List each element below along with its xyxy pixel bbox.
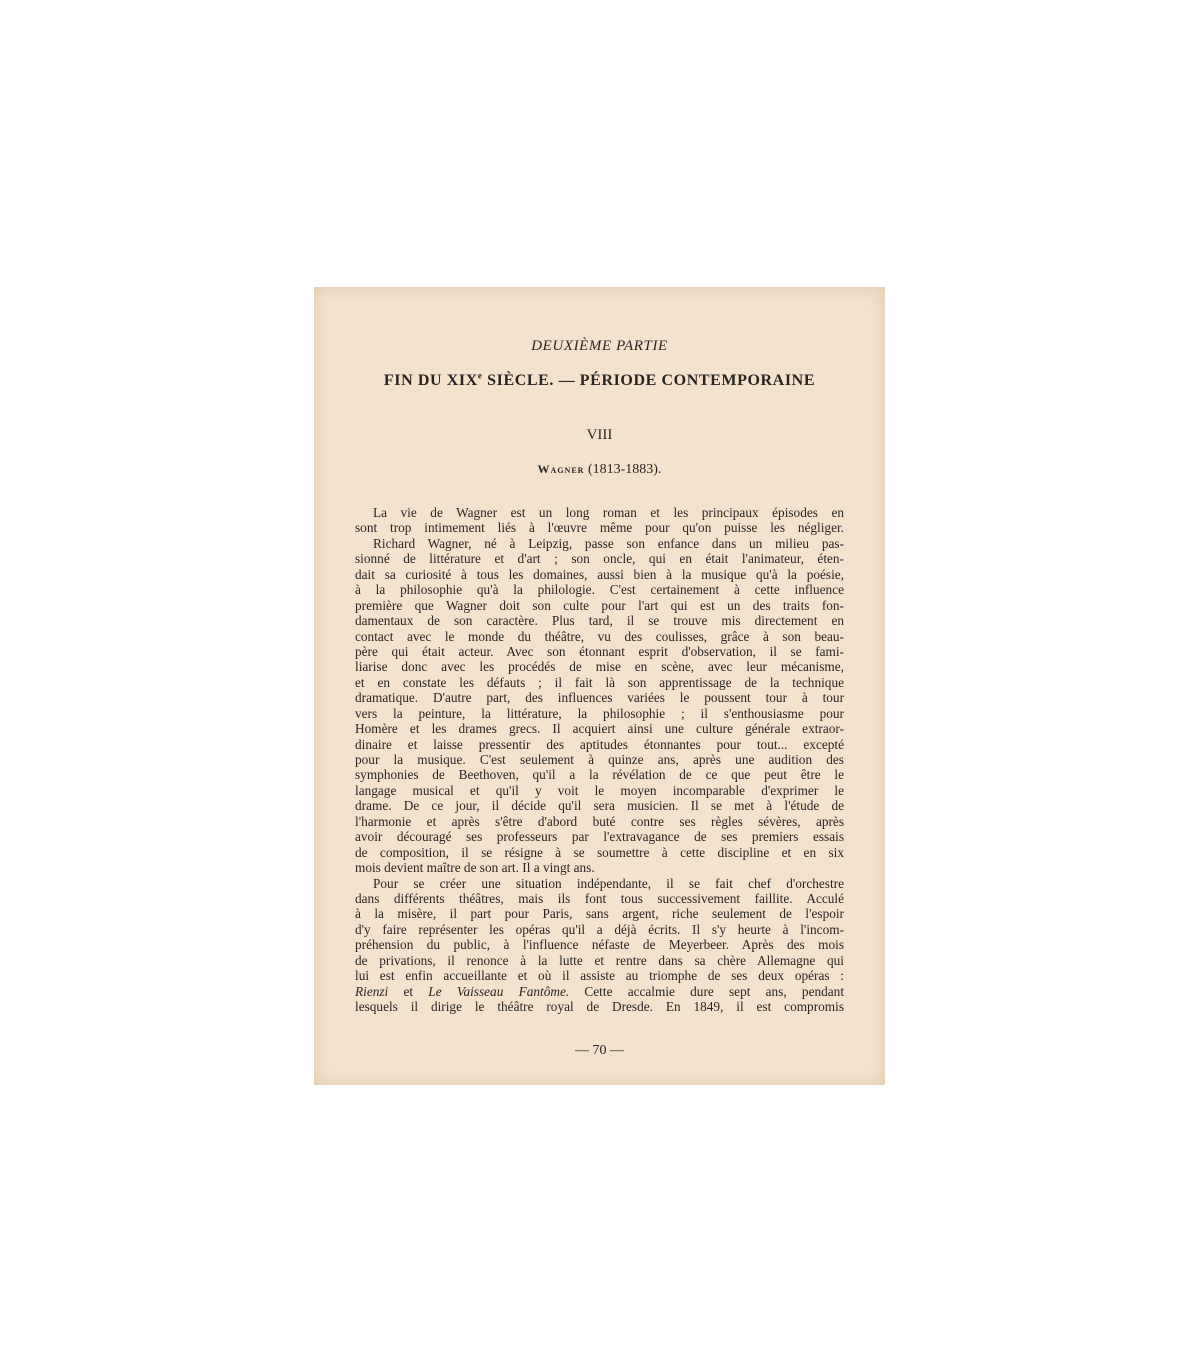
- chapter-name: Wagner: [537, 462, 585, 476]
- body-line: de privations, il renonce à la lutte et rentre dans sa chère Allemagne qui: [355, 952, 844, 968]
- body-line: contact avec le monde du théâtre, vu des coulisses, grâce à son beau-: [355, 628, 844, 644]
- body-line: avoir découragé ses professeurs par l'extravagance de ses premiers essais: [355, 829, 844, 845]
- body-line: sont trop intimement liés à l'œuvre même pour qu'on puisse les négliger.: [355, 520, 844, 536]
- body-line: dait sa curiosité à tous les domaines, aussi bien à la musique qu'à la poésie,: [355, 566, 844, 582]
- body-line: pour la musique. C'est seulement à quinze ans, après une audition des: [355, 752, 844, 767]
- body-line: lesquels il dirige le théâtre royal de Dresde. En 1849, il est compromis: [355, 999, 844, 1014]
- body-line: préhension du public, à l'influence néfaste de Meyerbeer. Après des mois: [355, 937, 844, 953]
- body-line: damentaux de son caractère. Plus tard, il se trouve mis directement en: [355, 613, 844, 629]
- chapter-number: VIII: [586, 427, 613, 443]
- body-line: liarise donc avec les procédés de mise en scène, avec leur mécanisme,: [355, 659, 844, 675]
- body-line: dramatique. D'autre part, des influences variées le poussent tour à tour: [355, 690, 844, 706]
- book-page: [314, 287, 885, 1085]
- body-line: sionné de littérature et d'art ; son oncle, qui en était l'animateur, éten-: [355, 551, 844, 567]
- body-line: d'y faire représenter les opéras qu'il a déjà écrits. Il s'y heurte à l'incom-: [355, 921, 844, 937]
- body-line: l'harmonie et après s'être d'abord buté contre ses règles sévères, après: [355, 813, 844, 829]
- body-line: et en constate les défauts ; il fait là son apprentissage de la technique: [355, 674, 844, 690]
- opera-title-vaisseau: Le Vaisseau Fantôme.: [428, 983, 570, 999]
- body-line: La vie de Wagner est un long roman et les principaux épisodes en: [373, 505, 844, 520]
- body-line: symphonies de Beethoven, qu'il a la révélation de ce que peut être le: [355, 767, 844, 783]
- body-line: père qui était acteur. Avec son étonnant esprit d'observation, il se fami-: [355, 643, 844, 659]
- opera-title-rienzi: Rienzi: [355, 983, 389, 999]
- section-title-start: FIN DU XIX: [383, 372, 478, 389]
- body-line: drame. De ce jour, il décide qu'il sera musicien. Il se met à l'étude de: [355, 798, 844, 814]
- body-line: à la misère, il part pour Paris, sans argent, riche seulement de l'espoir: [355, 906, 844, 922]
- body-line: langage musical et qu'il y voit le moyen incomparable d'exprimer le: [355, 782, 844, 798]
- body-line: dinaire et laisse pressentir des aptitudes étonnantes pour tout... excepté: [355, 736, 844, 752]
- body-line: Richard Wagner, né à Leipzig, passe son enfance dans un milieu pas-: [373, 535, 844, 551]
- body-line: première que Wagner doit son culte pour l'art qui est un des traits fon-: [355, 597, 844, 613]
- body-line: vers la peinture, la littérature, la philosophie ; il s'enthousiasme pour: [355, 705, 844, 721]
- page-number: — 70 —: [575, 1043, 624, 1058]
- body-line: Homère et les drames grecs. Il acquiert ainsi une culture générale extraor-: [355, 721, 844, 737]
- section-title-superscript: e: [477, 370, 483, 381]
- body-line: à la philosophie qu'à la philologie. C'est certainement à cette influence: [355, 582, 844, 598]
- body-text: [355, 505, 844, 1014]
- conjunction: et: [388, 983, 429, 999]
- body-line: lui est enfin accueillante et où il assiste au triomphe de ses deux opéras :: [355, 968, 844, 984]
- section-title: [314, 372, 885, 390]
- body-line-with-titles: [355, 984, 844, 999]
- chapter-dates: (1813-1883).: [584, 462, 662, 477]
- body-line: de composition, il se résigne à se soumettre à cette discipline et en six: [355, 844, 844, 860]
- chapter-title: [314, 462, 885, 478]
- part-title: DEUXIÈME PARTIE: [531, 338, 668, 354]
- section-title-end: SIÈCLE. — PÉRIODE CONTEMPORAINE: [482, 372, 816, 389]
- body-line: dans différents théâtres, mais ils font tous successivement faillite. Acculé: [355, 890, 844, 906]
- body-line: mois devient maître de son art. Il a vingt ans.: [355, 860, 595, 876]
- body-line-tail: Cette accalmie dure sept ans, pendant: [584, 983, 845, 999]
- body-line: Pour se créer une situation indépendante, il se fait chef d'orchestre: [373, 875, 844, 891]
